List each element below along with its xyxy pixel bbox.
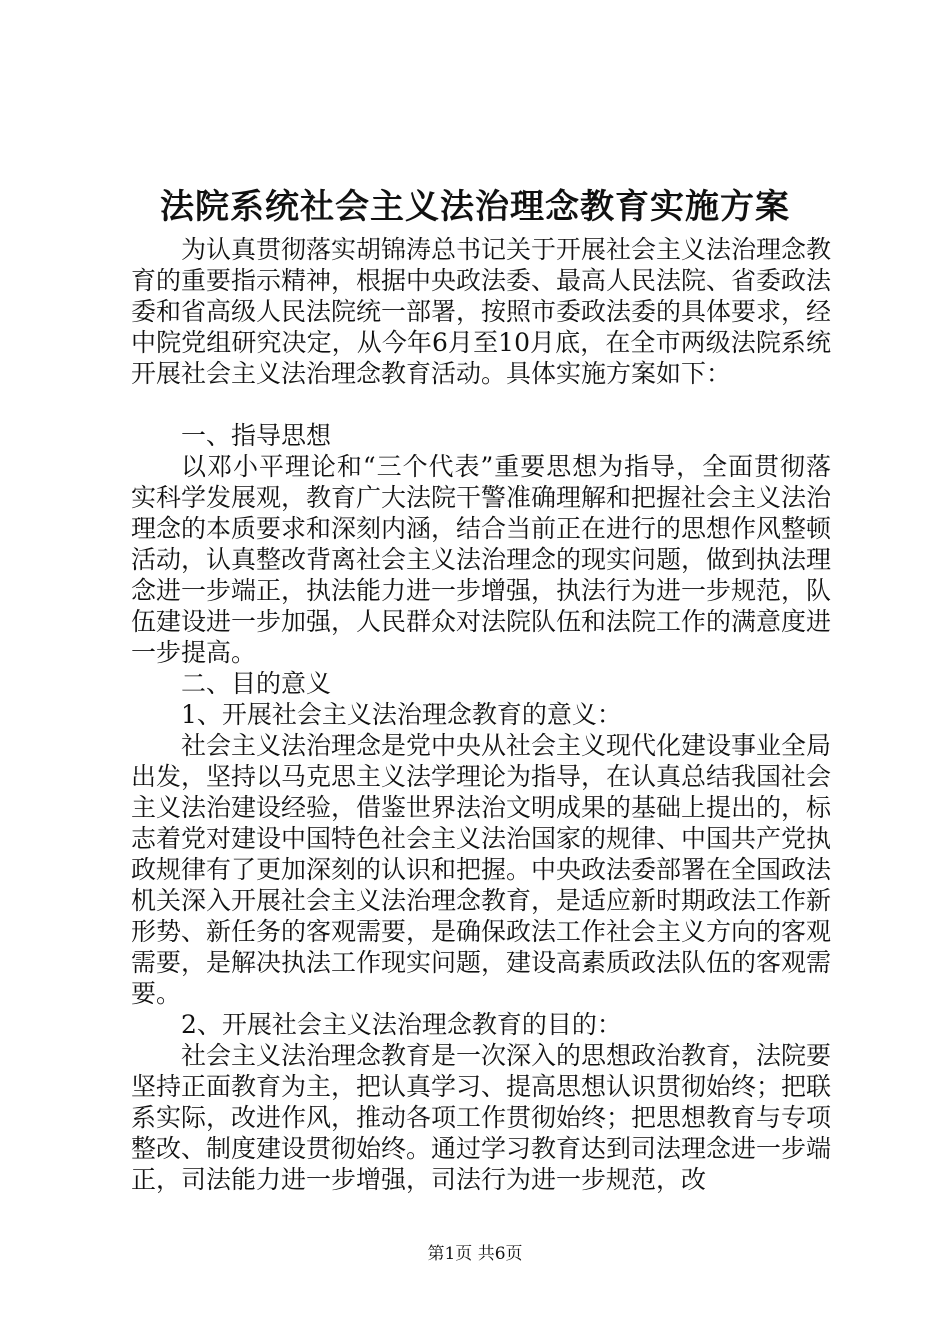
document-title: 法院系统社会主义法治理念教育实施方案 (160, 187, 790, 227)
section-heading-purpose: 二、目的意义 (181, 669, 332, 698)
page-number-footer: 第1页 共6页 (427, 1244, 523, 1264)
intro-paragraph: 为认真贯彻落实胡锦涛总书记关于开展社会主义法治理念教育的重要指示精神，根据中央政法委、最高人民法院、省委政法委和省高级人民法院统一部署，按照市委政法委的具体要求，经中院党组研究决定，从今年6月至10月底，在全市两级法院系统开展社会主义法治理念教育活动。具体实施方案如下： (131, 235, 832, 388)
subheading-significance: 1、开展社会主义法治理念教育的意义： (181, 700, 622, 729)
section-heading-guiding-ideology: 一、指导思想 (181, 421, 332, 450)
document-body (131, 234, 831, 1195)
goal-paragraph: 社会主义法治理念教育是一次深入的思想政治教育，法院要坚持正面教育为主，把认真学习、提高思想认识贯彻始终；把联系实际，改进作风，推动各项工作贯彻始终；把思想教育与专项整改、制度建设贯彻始终。通过学习教育达到司法理念进一步端正，司法能力进一步增强，司法行为进一步规范，改 (131, 1041, 832, 1194)
subheading-goal: 2、开展社会主义法治理念教育的目的： (181, 1010, 622, 1039)
guiding-ideology-paragraph: 以邓小平理论和“三个代表”重要思想为指导，全面贯彻落实科学发展观，教育广大法院干警准确理解和把握社会主义法治理念的本质要求和深刻内涵，结合当前正在进行的思想作风整顿活动，认真整改背离社会主义法治理念的现实问题，做到执法理念进一步端正，执法能力进一步增强，执法行为进一步规范，队伍建设进一步加强，人民群众对法院队伍和法院工作的满意度进一步提高。 (131, 452, 832, 667)
significance-paragraph: 社会主义法治理念是党中央从社会主义现代化建设事业全局出发，坚持以马克思主义法学理论为指导，在认真总结我国社会主义法治建设经验，借鉴世界法治文明成果的基础上提出的，标志着党对建设中国特色社会主义法治国家的规律、中国共产党执政规律有了更加深刻的认识和把握。中央政法委部署在全国政法机关深入开展社会主义法治理念教育，是适应新时期政法工作新形势、新任务的客观需要，是确保政法工作社会主义方向的客观需要，是解决执法工作现实问题，建设高素质政法队伍的客观需要。 (131, 731, 832, 1008)
